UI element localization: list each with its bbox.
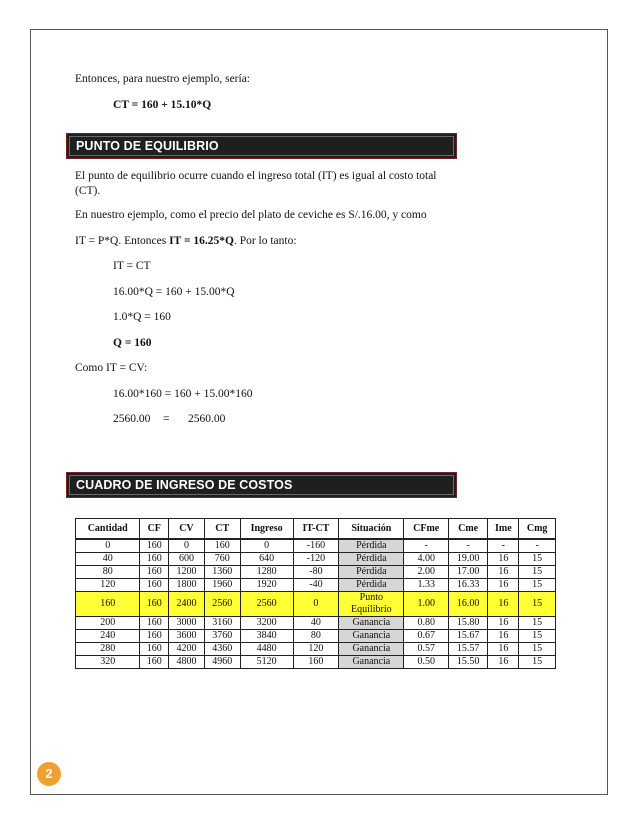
table-cell: 5120 bbox=[240, 656, 293, 669]
table-cell: 2.00 bbox=[404, 566, 449, 579]
table-cell: 160 bbox=[204, 539, 240, 553]
table-cell: 15.80 bbox=[448, 617, 487, 630]
table-cell: -120 bbox=[293, 553, 339, 566]
intro-line: Entonces, para nuestro ejemplo, sería: bbox=[75, 73, 250, 85]
table-cell: 3160 bbox=[204, 617, 240, 630]
table-cell: 4960 bbox=[204, 656, 240, 669]
table-cell: 280 bbox=[76, 643, 140, 656]
table-cell: 16.00 bbox=[448, 592, 487, 617]
table-cell: Pérdida bbox=[339, 566, 404, 579]
table-cell: 15 bbox=[519, 617, 556, 630]
table-cell: 1200 bbox=[169, 566, 205, 579]
table-cell: - bbox=[519, 539, 556, 553]
table-cell: 3760 bbox=[204, 630, 240, 643]
table-row bbox=[76, 566, 556, 579]
table-cell: 15 bbox=[519, 630, 556, 643]
table-cell: - bbox=[488, 539, 519, 553]
table-cell: 0.57 bbox=[404, 643, 449, 656]
result-q: Q = 160 bbox=[113, 337, 152, 349]
column-header: CF bbox=[140, 519, 169, 540]
table-cell: 160 bbox=[140, 579, 169, 592]
table-row bbox=[76, 617, 556, 630]
table-cell: 3840 bbox=[240, 630, 293, 643]
table-cell: 16.33 bbox=[448, 579, 487, 592]
section-banner-cuadro bbox=[66, 472, 457, 498]
table-cell: 160 bbox=[293, 656, 339, 669]
column-header: Cme bbox=[448, 519, 487, 540]
check-right: 2560.00 bbox=[188, 413, 226, 425]
column-header: IT-CT bbox=[293, 519, 339, 540]
table-cell: 4800 bbox=[169, 656, 205, 669]
table-cell: 16 bbox=[488, 617, 519, 630]
table-cell: 16 bbox=[488, 566, 519, 579]
table-cell: 3600 bbox=[169, 630, 205, 643]
table-cell: 4360 bbox=[204, 643, 240, 656]
table-cell: 16 bbox=[488, 643, 519, 656]
section-heading: PUNTO DE EQUILIBRIO bbox=[76, 139, 219, 153]
table-cell: Pérdida bbox=[339, 553, 404, 566]
table-cell: 16 bbox=[488, 579, 519, 592]
costs-table bbox=[75, 518, 556, 669]
table-cell: Pérdida bbox=[339, 539, 404, 553]
table-cell: 3200 bbox=[240, 617, 293, 630]
table-row bbox=[76, 592, 556, 617]
table-cell: 640 bbox=[240, 553, 293, 566]
section-banner-punto-equilibrio bbox=[66, 133, 457, 159]
table-header-row bbox=[76, 519, 556, 540]
table-cell: 19.00 bbox=[448, 553, 487, 566]
it-line bbox=[75, 234, 297, 249]
table-cell: 200 bbox=[76, 617, 140, 630]
column-header: Ime bbox=[488, 519, 519, 540]
table-row bbox=[76, 553, 556, 566]
section-heading: CUADRO DE INGRESO DE COSTOS bbox=[76, 478, 293, 492]
table-cell: 240 bbox=[76, 630, 140, 643]
table-cell: 15.57 bbox=[448, 643, 487, 656]
table-cell: 160 bbox=[140, 539, 169, 553]
check-intro: Como IT = CV: bbox=[75, 362, 148, 374]
table-cell: 0.80 bbox=[404, 617, 449, 630]
table-cell: Ganancia bbox=[339, 643, 404, 656]
table-cell: 160 bbox=[140, 643, 169, 656]
it-formula: IT = 16.25*Q bbox=[169, 235, 234, 247]
table-row bbox=[76, 579, 556, 592]
table-cell: 1360 bbox=[204, 566, 240, 579]
column-header: Ingreso bbox=[240, 519, 293, 540]
table-cell: 16 bbox=[488, 656, 519, 669]
table-cell: 1.33 bbox=[404, 579, 449, 592]
page-number-badge: 2 bbox=[37, 762, 61, 786]
table-cell: - bbox=[448, 539, 487, 553]
table-cell: Pérdida bbox=[339, 579, 404, 592]
table-cell: 4.00 bbox=[404, 553, 449, 566]
table-cell: 1920 bbox=[240, 579, 293, 592]
table-cell: 3000 bbox=[169, 617, 205, 630]
column-header: Situación bbox=[339, 519, 404, 540]
table-row bbox=[76, 630, 556, 643]
column-header: CT bbox=[204, 519, 240, 540]
table-cell: 17.00 bbox=[448, 566, 487, 579]
table-cell: 2560 bbox=[240, 592, 293, 617]
table-row bbox=[76, 643, 556, 656]
table-cell: 15 bbox=[519, 566, 556, 579]
table-cell: 4200 bbox=[169, 643, 205, 656]
intro-formula: CT = 160 + 15.10*Q bbox=[113, 99, 212, 111]
it-prefix: IT = P*Q. Entonces bbox=[75, 235, 170, 247]
table-cell: 4480 bbox=[240, 643, 293, 656]
table-cell: 80 bbox=[293, 630, 339, 643]
it-suffix: . Por lo tanto: bbox=[233, 235, 297, 247]
step-2: 16.00*Q = 160 + 15.00*Q bbox=[113, 286, 235, 298]
table-cell: 1960 bbox=[204, 579, 240, 592]
table-cell: -40 bbox=[293, 579, 339, 592]
table-row bbox=[76, 539, 556, 553]
table-cell: 1800 bbox=[169, 579, 205, 592]
table-cell: 80 bbox=[76, 566, 140, 579]
table-cell: - bbox=[404, 539, 449, 553]
column-header: Cantidad bbox=[76, 519, 140, 540]
table-cell: -80 bbox=[293, 566, 339, 579]
column-header: Cmg bbox=[519, 519, 556, 540]
table-cell: 15 bbox=[519, 643, 556, 656]
table-cell: Ganancia bbox=[339, 617, 404, 630]
table-cell: 16 bbox=[488, 553, 519, 566]
table-cell: 0 bbox=[240, 539, 293, 553]
table-cell: 120 bbox=[76, 579, 140, 592]
step-3: 1.0*Q = 160 bbox=[113, 311, 171, 323]
table-cell: 0 bbox=[293, 592, 339, 617]
check-line-1: 16.00*160 = 160 + 15.00*160 bbox=[113, 388, 253, 400]
column-header: CV bbox=[169, 519, 205, 540]
table-cell: 2400 bbox=[169, 592, 205, 617]
table-cell: 16 bbox=[488, 630, 519, 643]
table-cell: 160 bbox=[140, 656, 169, 669]
table-cell: 160 bbox=[140, 553, 169, 566]
table-cell: 16 bbox=[488, 592, 519, 617]
check-eq: = bbox=[163, 413, 170, 425]
table-body bbox=[76, 539, 556, 669]
table-cell: 15 bbox=[519, 579, 556, 592]
table-cell: 160 bbox=[140, 617, 169, 630]
table-cell-multiline: Punto Equilibrio bbox=[339, 592, 404, 617]
step-1: IT = CT bbox=[113, 260, 151, 272]
table-cell: 15.50 bbox=[448, 656, 487, 669]
table-cell: 600 bbox=[169, 553, 205, 566]
table-cell: 120 bbox=[293, 643, 339, 656]
table-cell: Ganancia bbox=[339, 630, 404, 643]
example-line: En nuestro ejemplo, como el precio del plato de ceviche es S/.16.00, y como bbox=[75, 209, 427, 221]
table-cell: -160 bbox=[293, 539, 339, 553]
column-header: CFme bbox=[404, 519, 449, 540]
table-cell: 160 bbox=[140, 592, 169, 617]
check-left: 2560.00 bbox=[113, 413, 151, 425]
table-cell: 0.50 bbox=[404, 656, 449, 669]
table-cell: 0 bbox=[76, 539, 140, 553]
table-cell: 0 bbox=[169, 539, 205, 553]
table-cell: 40 bbox=[76, 553, 140, 566]
table-cell: 160 bbox=[140, 566, 169, 579]
table-cell: Ganancia bbox=[339, 656, 404, 669]
table-row bbox=[76, 656, 556, 669]
table-cell: 0.67 bbox=[404, 630, 449, 643]
table-cell: 1280 bbox=[240, 566, 293, 579]
table-cell: 320 bbox=[76, 656, 140, 669]
table-cell: 160 bbox=[140, 630, 169, 643]
table-cell: 1.00 bbox=[404, 592, 449, 617]
table-cell: 15 bbox=[519, 553, 556, 566]
table-cell: 160 bbox=[76, 592, 140, 617]
table-cell: 40 bbox=[293, 617, 339, 630]
definition-paragraph: El punto de equilibrio ocurre cuando el ingreso total (IT) es igual al costo total (CT). bbox=[75, 170, 437, 197]
table-cell: 760 bbox=[204, 553, 240, 566]
table-cell: 15 bbox=[519, 592, 556, 617]
table-cell: 15 bbox=[519, 656, 556, 669]
table-cell: 15.67 bbox=[448, 630, 487, 643]
table-cell: 2560 bbox=[204, 592, 240, 617]
